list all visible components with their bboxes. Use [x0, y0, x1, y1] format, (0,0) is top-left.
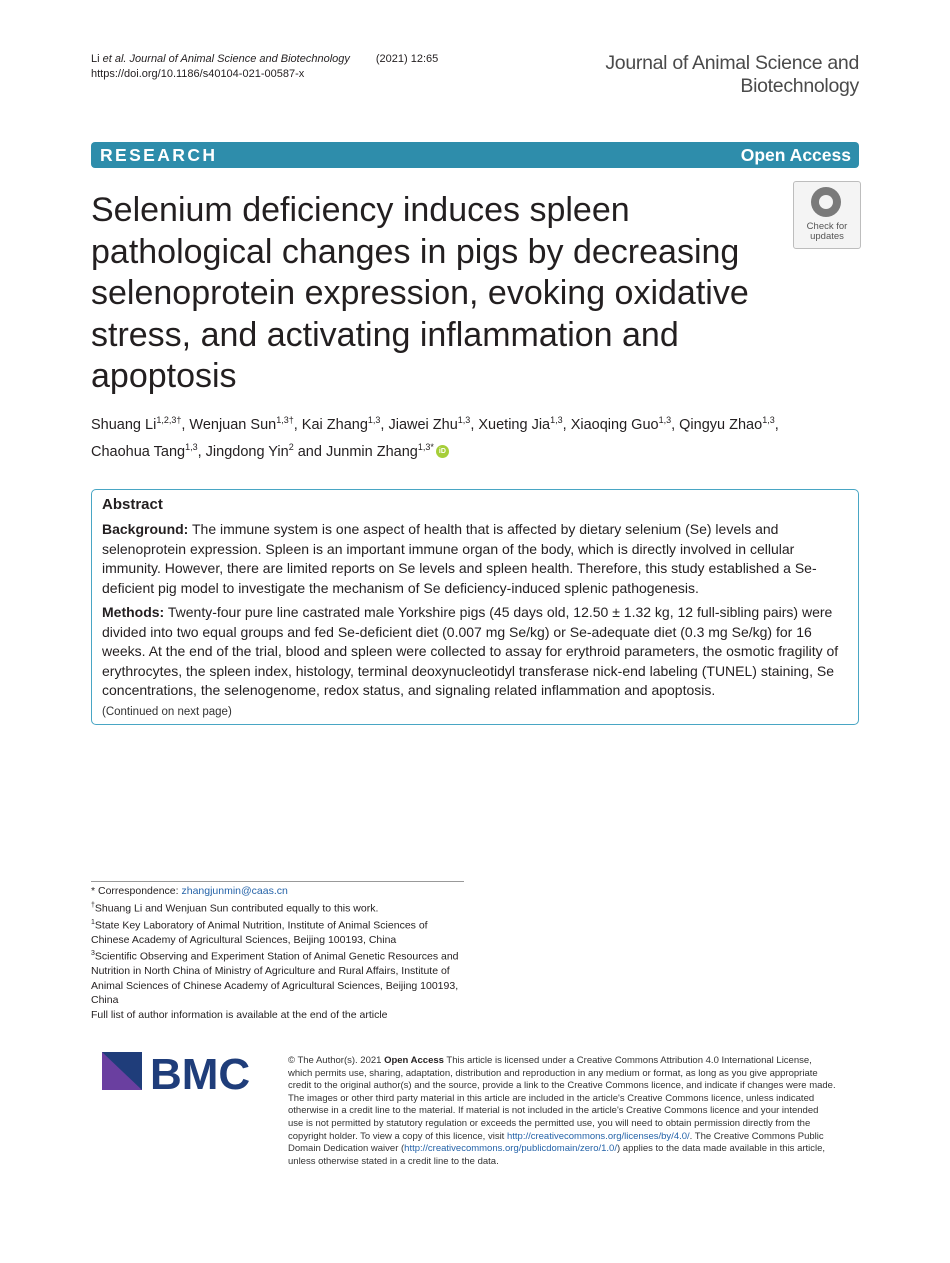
full-author-info-note: Full list of author information is available at the end of the article: [91, 1008, 388, 1021]
article-title: Selenium deficiency induces spleen pathological changes in pigs by decreasing selenoprotein expression, evoking oxidative stress, and activating inflammation and apoptosis: [91, 191, 749, 395]
correspondence-email-link[interactable]: zhangjunmin@caas.cn: [181, 885, 288, 897]
citation-year: (2021) 12:65: [375, 53, 439, 65]
author-name: Kai Zhang: [301, 416, 368, 433]
abstract-box: [91, 489, 859, 725]
author-affiliation: 1,3*: [417, 441, 434, 452]
journal-name-line1: Journal of Animal Science and: [605, 52, 859, 74]
article-type-label: RESEARCH: [100, 145, 218, 165]
author-affiliation: 1,3†: [276, 415, 294, 425]
author-affiliation: 1,3: [457, 415, 471, 425]
doi-link[interactable]: https://doi.org/10.1186/s40104-021-00587-x: [91, 68, 305, 80]
author-name: Wenjuan Sun: [189, 416, 277, 433]
author-affiliation: 1,3: [367, 415, 381, 425]
affiliation-3: $^3$Scientific Observing and Experiment Station of Animal Genetic Resources and Nutrition in North China of Ministry of Agriculture and Rural Affairs, Institute of Animal Sciences of Chinese Academy of Agricultural Sciences, Beijing 100193, China: [91, 950, 459, 1006]
author-list: Shuang $Li^{1,2,3\dagger}$, Wenjuan Sun$^{1,3\dagger}$, Kai Zhang$^{1,3}$, Jiawei Zhu$^{1,3}$, Xueting Jia$^{1,3}$, Xiaoqing Guo$^{1,3}$, Qingyu Zhao$^{1,3}$, Chaohua Tang$^{1,3}$, Jingdong Yin$^2$ and Junmin Zhang$^{1,3*}$ iD: [91, 415, 779, 460]
article-type-banner: [91, 142, 859, 168]
background-label: Background:: [102, 521, 189, 537]
affiliation-1: $^1$State Key Laboratory of Animal Nutrition, Institute of Animal Sciences of Chinese Academy of Agricultural Sciences, Beijing 100193, China: [91, 918, 428, 946]
license-text: © The Author(s). 2021 Open Access This article is licensed under a Creative Commons Attribution 4.0 International License, which permits use, sharing, adaptation, distribution and reproduction in any medium or format, as long as you give appropriate credit to the original author(s) and the source, provide a link to the Creative Commons licence, and indicate if changes were made. The images or other third party material in this article are included in the article's Creative Commons licence, unless indicated otherwise in a credit line to the material. If material is not included in the article's Creative Commons licence and your intended use is not permitted by statutory regulation or exceeds the permitted use, you will need to obtain permission directly from the copyright holder. To view a copy of this licence, visit http://creativecommons.org/licenses/by/4.0/. The Creative Commons Public Domain Dedication waiver (http://creativecommons.org/publicdomain/zero/1.0/) applies to the data made available in this article, unless otherwise stated in a credit line to the data.: [288, 1055, 836, 1167]
journal-name-line2: Biotechnology: [740, 75, 859, 97]
citation-etal: et al.: [102, 53, 127, 65]
author-affiliation: 1,3: [658, 415, 672, 425]
continued-note: (Continued on next page): [102, 705, 232, 718]
author-affiliation: 1,3: [185, 441, 198, 452]
equal-contribution-note: †Shuang Li and Wenjuan Sun contributed equally to this work.: [91, 901, 379, 914]
abstract-methods: [102, 603, 848, 701]
bmc-logo-text: BMC: [150, 1050, 251, 1094]
background-text: The immune system is one aspect of health that is affected by dietary selenium (Se) levels and selenoprotein expression. Spleen is an important immune organ of the body, which is directly involved in cellular immunity. However, there are limited reports on Se levels and spleen health. Therefore, this study established a Se-deficient pig model to investigate the mechanism of Se deficiency-induced splenic pathogenesis.: [102, 521, 817, 596]
methods-text: Twenty-four pure line castrated male Yorkshire pigs (45 days old, 12.50 ± 1.32 kg, 12 full-sibling pairs) were divided into two equal groups and fed Se-deficient diet (0.007 mg Se/kg) or Se-adequate diet (0.3 mg Se/kg) for 16 weeks. At the end of the trial, blood and spleen were collected to assay for erythroid parameters, the osmotic fragility of erythrocytes, the spleen index, histology, terminal deoxynucleotidyl transferase nick-end labeling (TUNEL) staining, Se concentrations, the selenogenome, redox status, and signaling related inflammation and apoptosis.: [102, 604, 839, 698]
check-for-updates-button[interactable]: [793, 181, 861, 249]
orcid-icon[interactable]: iD: [436, 445, 449, 458]
abstract-background: [102, 520, 848, 598]
check-for-updates-label: Check for updates: [806, 221, 848, 242]
citation-line: [91, 52, 438, 67]
bmc-logo-graphic: [100, 1048, 270, 1094]
citation-author: Li: [91, 53, 103, 65]
author-affiliation: 2: [288, 441, 294, 452]
cc-by-license-link[interactable]: http://creativecommons.org/licenses/by/4.0/: [506, 1130, 690, 1142]
author-name: Shuang Li: [91, 416, 157, 433]
methods-label: Methods:: [102, 604, 165, 620]
author-name: Xueting Jia: [478, 416, 551, 433]
author-name: Chaohua Tang: [91, 443, 186, 460]
bmc-logo: [100, 1048, 270, 1094]
author-name: Qingyu Zhao: [679, 416, 763, 433]
running-header: [91, 52, 438, 82]
footnote-divider: [91, 881, 464, 882]
correspondence: * Correspondence: zhangjunmin@caas.cn: [91, 885, 288, 897]
open-access-label: Open Access: [740, 145, 851, 165]
author-name: Jingdong Yin: [205, 443, 289, 460]
author-name: Junmin Zhang: [325, 443, 418, 460]
check-for-updates-icon: [811, 187, 841, 217]
open-access-note: Open Access: [384, 1055, 444, 1066]
journal-name: [605, 52, 859, 98]
author-affiliation: 1,3: [762, 415, 775, 425]
footnotes: [91, 884, 466, 1022]
author-affiliation: 1,2,3†: [156, 415, 182, 425]
abstract-heading: Abstract: [102, 496, 163, 513]
author-name: Xiaoqing Guo: [570, 416, 659, 433]
author-affiliation: 1,3: [550, 415, 563, 425]
citation-journal: Journal of Animal Science and Biotechnology: [126, 53, 350, 65]
author-name: Jiawei Zhu: [388, 416, 458, 433]
cc0-waiver-link[interactable]: http://creativecommons.org/publicdomain/zero/1.0/: [404, 1143, 617, 1155]
